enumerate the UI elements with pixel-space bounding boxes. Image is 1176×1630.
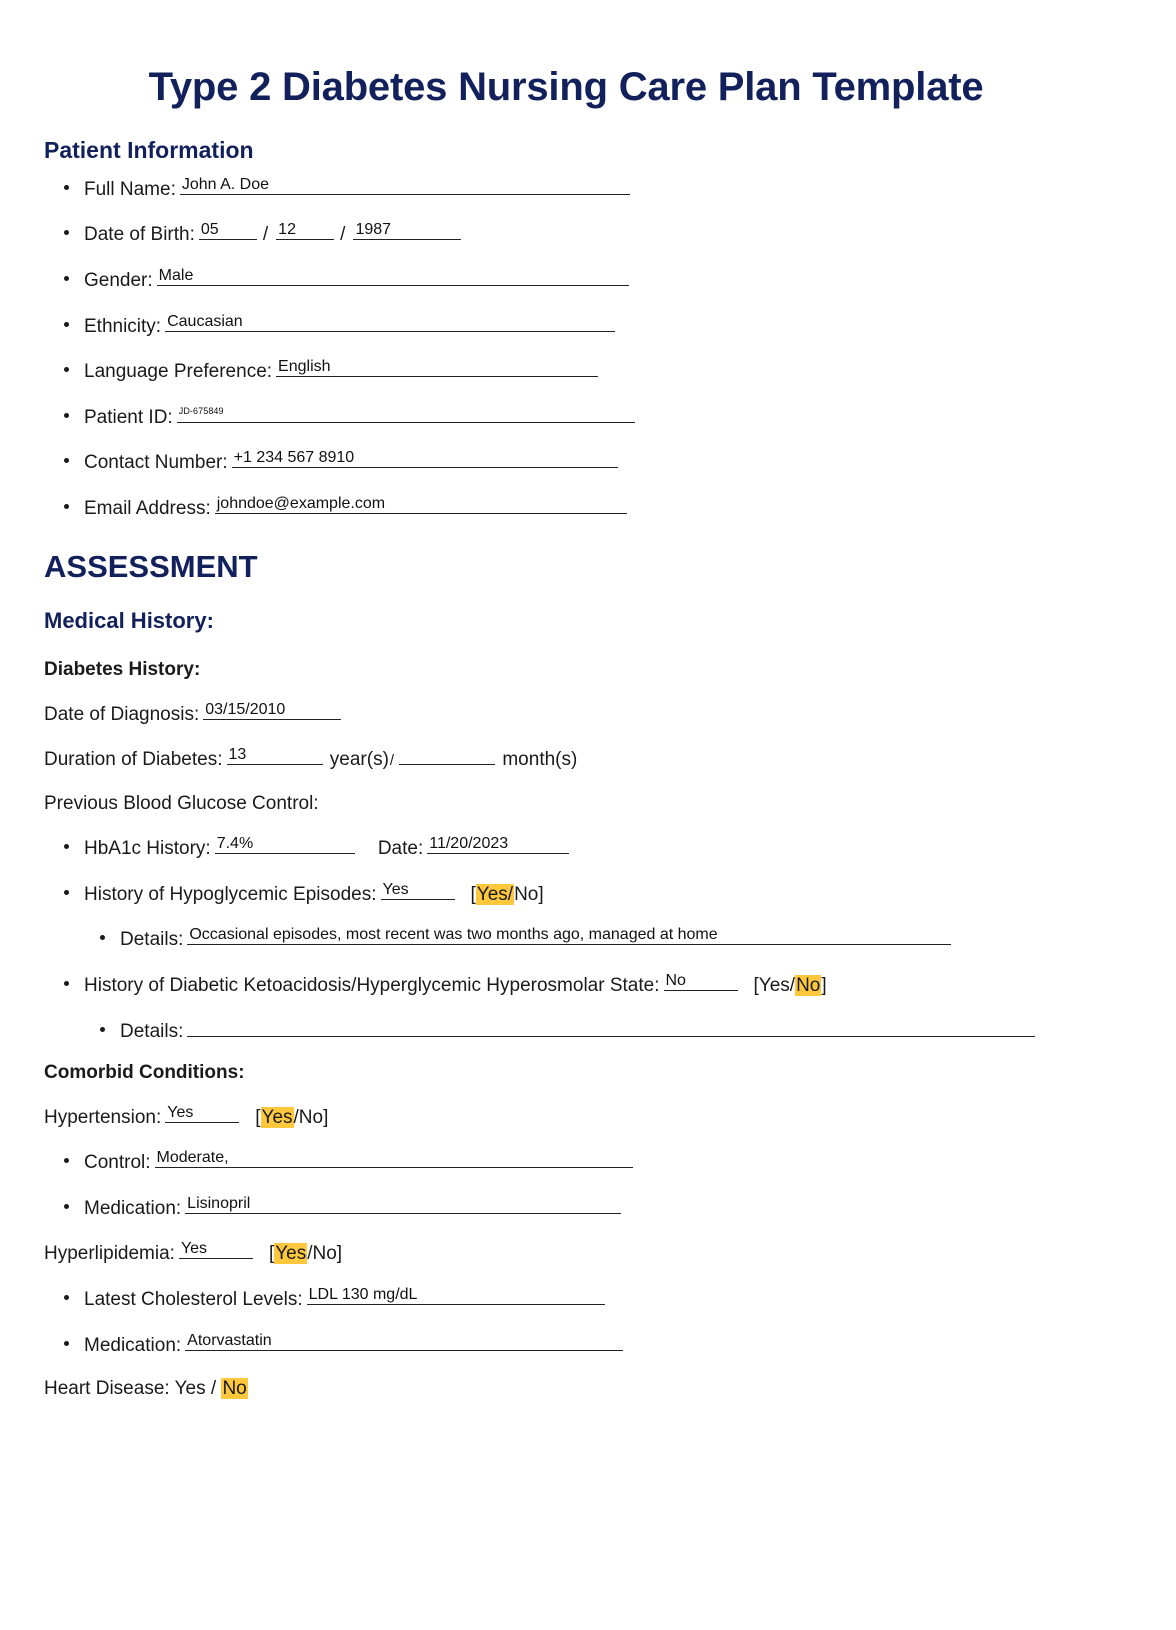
dka-list: [44, 970, 1088, 1000]
heart-disease-option-yes[interactable]: Yes: [174, 1378, 206, 1400]
hba1c-history-value: 7.4%: [216, 835, 254, 853]
heart-disease-option-no-highlighted[interactable]: No: [222, 1378, 247, 1400]
section-heading-assessment: ASSESSMENT: [44, 549, 258, 585]
choice-no[interactable]: /No]: [307, 1243, 343, 1265]
field-language-preference: [44, 356, 1088, 386]
dka-hhs-label: History of Diabetic Ketoacidosis/Hyperglycemic Hyperosmolar State:: [84, 975, 660, 997]
heart-disease-label: Heart Disease:: [44, 1378, 170, 1400]
field-duration-of-diabetes: [44, 744, 1088, 774]
hba1c-history-input[interactable]: [215, 833, 355, 854]
dka-hhs-value: No: [665, 972, 686, 990]
date-of-birth-label: Date of Birth:: [84, 224, 195, 246]
choice-close-bracket: ]: [821, 975, 827, 997]
hyperlipidemia-medication-label: Medication:: [84, 1334, 182, 1356]
page-title: Type 2 Diabetes Nursing Care Plan Template: [148, 65, 984, 109]
dob-year-input[interactable]: [353, 219, 461, 240]
language-preference-label: Language Preference:: [84, 361, 273, 383]
hypertension-control-input[interactable]: [155, 1147, 633, 1168]
duration-months-unit: month(s): [502, 749, 578, 771]
hypertension-medication-input[interactable]: [185, 1193, 621, 1214]
duration-separator: /: [389, 752, 395, 770]
hypertension-control-value: Moderate,: [156, 1149, 229, 1167]
hypoglycemia-details-list: [44, 924, 1088, 954]
duration-months-input[interactable]: [399, 744, 495, 765]
hyperlipidemia-medication-input[interactable]: [185, 1330, 623, 1351]
subsection-heading-medical-history: Medical History:: [44, 608, 214, 634]
email-address-input[interactable]: [215, 493, 627, 514]
cholesterol-levels-label: Latest Cholesterol Levels:: [84, 1288, 303, 1310]
hypoglycemia-details-input[interactable]: [187, 924, 951, 945]
dka-details-input[interactable]: [187, 1016, 1035, 1037]
ethnicity-label: Ethnicity:: [84, 315, 162, 337]
choice-yes-highlighted[interactable]: Yes/: [476, 883, 514, 905]
choice-yes-highlighted[interactable]: Yes: [275, 1243, 307, 1265]
choice-open-bracket: [: [268, 1243, 275, 1265]
dob-month-input[interactable]: [199, 219, 257, 240]
section-heading-patient-information: Patient Information: [44, 137, 254, 163]
hypertension-detail-list: [44, 1147, 1088, 1222]
email-address-value: johndoe@example.com: [216, 494, 386, 512]
patient-id-value: JD-675849: [178, 405, 224, 416]
field-hyperlipidemia: [44, 1238, 1088, 1268]
dob-year-value: 1987: [355, 221, 392, 239]
date-of-diagnosis-value: 03/15/2010: [205, 700, 286, 718]
hyperlipidemia-choice[interactable]: [269, 1243, 342, 1264]
field-hba1c-history: [44, 833, 1088, 863]
field-hypertension: [44, 1102, 1088, 1132]
hyperlipidemia-value: Yes: [180, 1240, 208, 1258]
date-of-diagnosis-input[interactable]: [203, 699, 341, 720]
dka-details-list: [44, 1016, 1088, 1046]
dob-separator-1: /: [262, 224, 269, 246]
cholesterol-levels-value: LDL 130 mg/dL: [308, 1285, 418, 1303]
dob-day-input[interactable]: [276, 219, 334, 240]
dka-details-label: Details:: [120, 1020, 184, 1042]
dka-hhs-input[interactable]: [664, 970, 738, 991]
field-hypertension-control: [44, 1147, 1088, 1177]
hypertension-control-label: Control:: [84, 1152, 151, 1174]
field-gender: [44, 265, 1088, 295]
label-previous-blood-glucose-control: Previous Blood Glucose Control:: [44, 792, 319, 814]
full-name-value: John A. Doe: [181, 175, 270, 193]
choice-open-bracket: [: [470, 883, 476, 905]
field-ethnicity: [44, 311, 1088, 341]
field-hypoglycemic-episodes: [44, 879, 1088, 909]
patient-id-input[interactable]: [177, 402, 635, 423]
field-dka-hhs-history: [44, 970, 1088, 1000]
contact-number-input[interactable]: [232, 447, 618, 468]
dob-day-value: 12: [278, 221, 296, 239]
duration-years-input[interactable]: [227, 744, 323, 765]
gender-label: Gender:: [84, 269, 153, 291]
field-full-name: [44, 174, 1088, 204]
patient-id-label: Patient ID:: [84, 406, 173, 428]
field-contact-number: [44, 447, 1088, 477]
dka-hhs-choice[interactable]: [754, 975, 827, 996]
gender-value: Male: [158, 266, 194, 284]
full-name-label: Full Name:: [84, 178, 176, 200]
subsection-heading-diabetes-history: Diabetes History:: [44, 659, 201, 681]
hyperlipidemia-detail-list: [44, 1284, 1088, 1359]
choice-open-bracket: [: [255, 1106, 261, 1128]
hba1c-date-value: 11/20/2023: [429, 835, 509, 853]
hypoglycemic-episodes-value: Yes: [382, 880, 409, 898]
hba1c-date-input[interactable]: [427, 833, 569, 854]
date-of-diagnosis-label: Date of Diagnosis:: [44, 703, 200, 725]
field-date-of-diagnosis: [44, 699, 1088, 729]
field-date-of-birth: [44, 219, 1088, 249]
ethnicity-input[interactable]: [165, 311, 615, 332]
hypoglycemia-details-label: Details:: [120, 929, 184, 951]
hypoglycemic-episodes-input[interactable]: [381, 879, 455, 900]
language-preference-value: English: [278, 358, 331, 376]
hypoglycemic-episodes-label: History of Hypoglycemic Episodes:: [84, 883, 377, 905]
hypertension-medication-label: Medication:: [84, 1197, 182, 1219]
hyperlipidemia-label: Hyperlipidemia:: [44, 1243, 175, 1265]
field-heart-disease: [44, 1375, 1088, 1403]
hypertension-medication-value: Lisinopril: [187, 1194, 251, 1212]
glucose-control-list: [44, 833, 1088, 908]
dob-month-value: 05: [200, 221, 219, 239]
duration-of-diabetes-label: Duration of Diabetes:: [44, 749, 223, 771]
field-cholesterol-levels: [44, 1284, 1088, 1314]
field-hyperlipidemia-medication: [44, 1330, 1088, 1360]
field-email-address: [44, 493, 1088, 523]
choice-no-highlighted[interactable]: No: [796, 975, 821, 997]
hypertension-label: Hypertension:: [44, 1106, 162, 1128]
patient-information-list: [44, 174, 1088, 522]
hypertension-choice[interactable]: [255, 1107, 328, 1128]
hypoglycemic-episodes-choice[interactable]: [471, 884, 544, 905]
hypertension-value: Yes: [167, 1103, 194, 1121]
choice-no[interactable]: No]: [514, 883, 544, 905]
field-patient-id: [44, 402, 1088, 432]
contact-number-value: +1 234 567 8910: [233, 449, 355, 467]
field-hypoglycemia-details: [44, 924, 1088, 954]
gender-input[interactable]: [157, 265, 629, 286]
field-hypertension-medication: [44, 1193, 1088, 1223]
choice-no[interactable]: /No]: [293, 1106, 329, 1128]
field-dka-details: [44, 1016, 1088, 1046]
contact-number-label: Contact Number:: [84, 452, 228, 474]
hypoglycemia-details-value: Occasional episodes, most recent was two months ago, managed at home: [189, 926, 718, 944]
duration-years-unit: year(s): [329, 749, 389, 771]
hypertension-input[interactable]: [165, 1102, 239, 1123]
dob-separator-2: /: [340, 224, 346, 246]
language-preference-input[interactable]: [276, 356, 598, 377]
ethnicity-value: Caucasian: [167, 312, 243, 330]
duration-years-value: 13: [228, 746, 247, 764]
heart-disease-separator: /: [210, 1378, 217, 1400]
full-name-input[interactable]: [180, 174, 630, 195]
choice-yes-highlighted[interactable]: Yes: [261, 1106, 293, 1128]
email-address-label: Email Address:: [84, 497, 211, 519]
subsection-heading-comorbid-conditions: Comorbid Conditions:: [44, 1062, 245, 1084]
choice-open-yes[interactable]: [Yes/: [753, 975, 796, 997]
cholesterol-levels-input[interactable]: [307, 1284, 605, 1305]
hyperlipidemia-input[interactable]: [179, 1238, 253, 1259]
hyperlipidemia-medication-value: Atorvastatin: [187, 1331, 272, 1349]
hba1c-date-label: Date:: [377, 838, 424, 860]
hba1c-history-label: HbA1c History:: [84, 838, 211, 860]
